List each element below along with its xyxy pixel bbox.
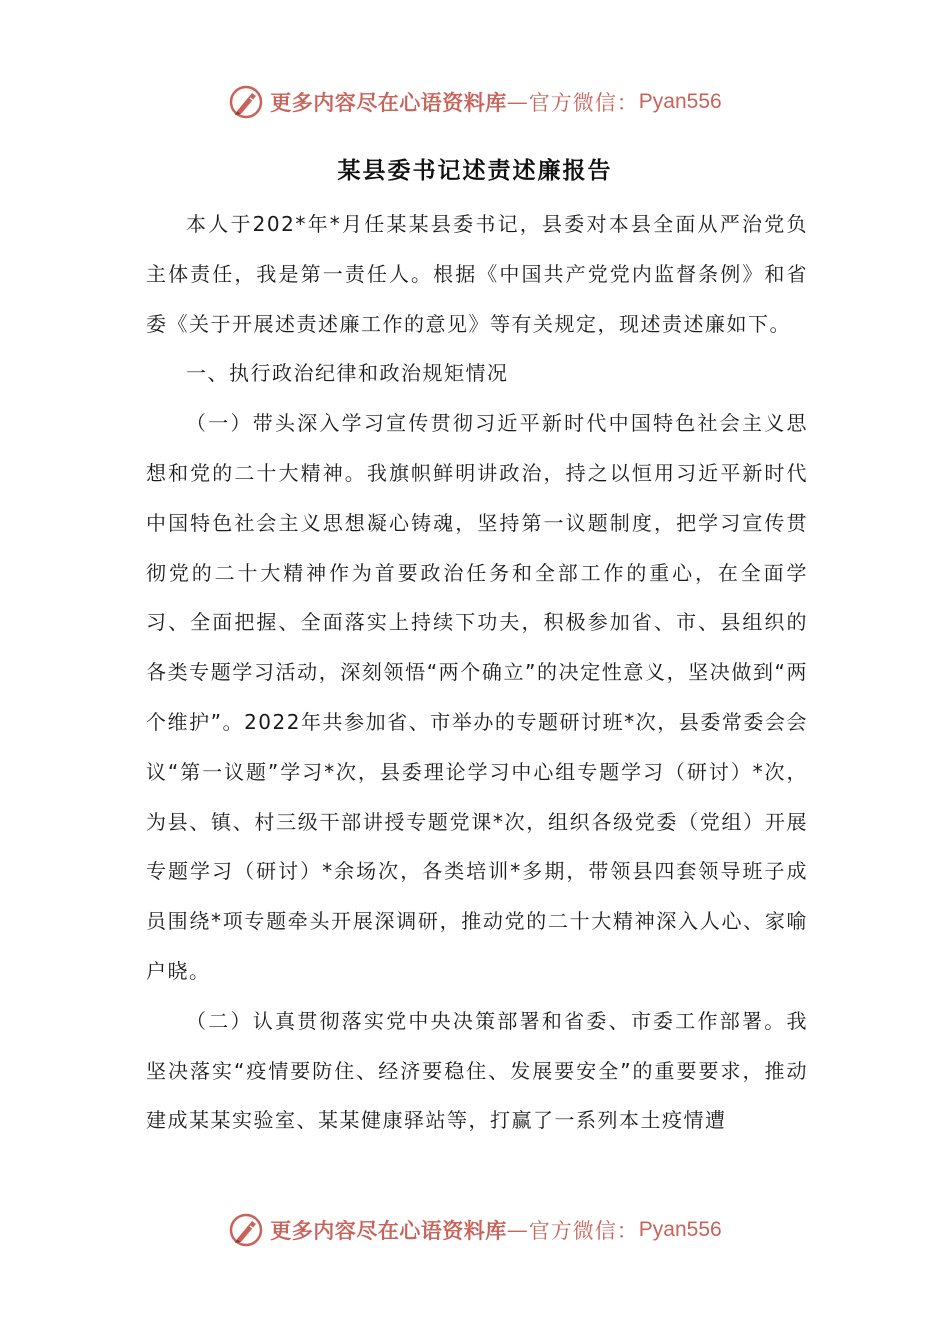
document-body: [146, 200, 808, 1146]
watermark-separator: —: [506, 1218, 529, 1242]
pen-logo-icon: [228, 1212, 264, 1248]
watermark-account: Pyan556: [638, 90, 722, 113]
watermark-banner-bottom: [0, 1210, 950, 1250]
watermark-brand: 更多内容尽在心语资料库: [270, 90, 507, 115]
paragraph-1-2: （二）认真贯彻落实党中央决策部署和省委、市委工作部署。我坚决落实“疫情要防住、经济要稳住、发展要安全”的重要要求，推动建成某某实验室、某某健康驿站等，打赢了一系列本土疫情遭: [146, 1008, 808, 1133]
watermark-brand: 更多内容尽在心语资料库: [270, 1218, 507, 1243]
watermark-wechat-label: 官方微信：: [528, 1219, 639, 1243]
document-title: 某县委书记述责述廉报告: [337, 157, 613, 184]
pen-logo-icon: [228, 84, 264, 120]
watermark-wechat-label: 官方微信：: [528, 91, 639, 115]
paragraph-1-1: （一）带头深入学习宣传贯彻习近平新时代中国特色社会主义思想和党的二十大精神。我旗帜鲜明讲政治，持之以恒用习近平新时代中国特色社会主义思想凝心铸魂，坚持第一议题制度，把学习宣传贯彻党的二十大精神作为首要政治任务和全部工作的重心，在全面学习、全面把握、全面落实上持续下功夫，积极参加省、市、县组织的各类专题学习活动，深刻领悟“两个确立”的决定性意义，坚决做到“两个维护”。2022年共参加省、市举办的专题研讨班*次，县委常委会会议“第一议题”学习*次，县委理论学习中心组专题学习（研讨）*次，为县、镇、村三级干部讲授专题党课*次，组织各级党委（党组）开展专题学习（研讨）*余场次，各类培训*多期，带领县四套领导班子成员围绕*项专题牵头开展深调研，推动党的二十大精神深入人心、家喻户晓。: [146, 411, 808, 983]
watermark-separator: —: [506, 90, 529, 114]
watermark-account: Pyan556: [638, 1218, 722, 1241]
paragraph-intro: 本人于202*年*月任某某县委书记，县委对本县全面从严治党负主体责任，我是第一责任人。根据《中国共产党党内监督条例》和省委《关于开展述责述廉工作的意见》等有关规定，现述责述廉如下。: [146, 212, 808, 336]
section-heading-1: 一、执行政治纪律和政治规矩情况: [186, 361, 509, 386]
watermark-banner-top: [0, 82, 950, 122]
